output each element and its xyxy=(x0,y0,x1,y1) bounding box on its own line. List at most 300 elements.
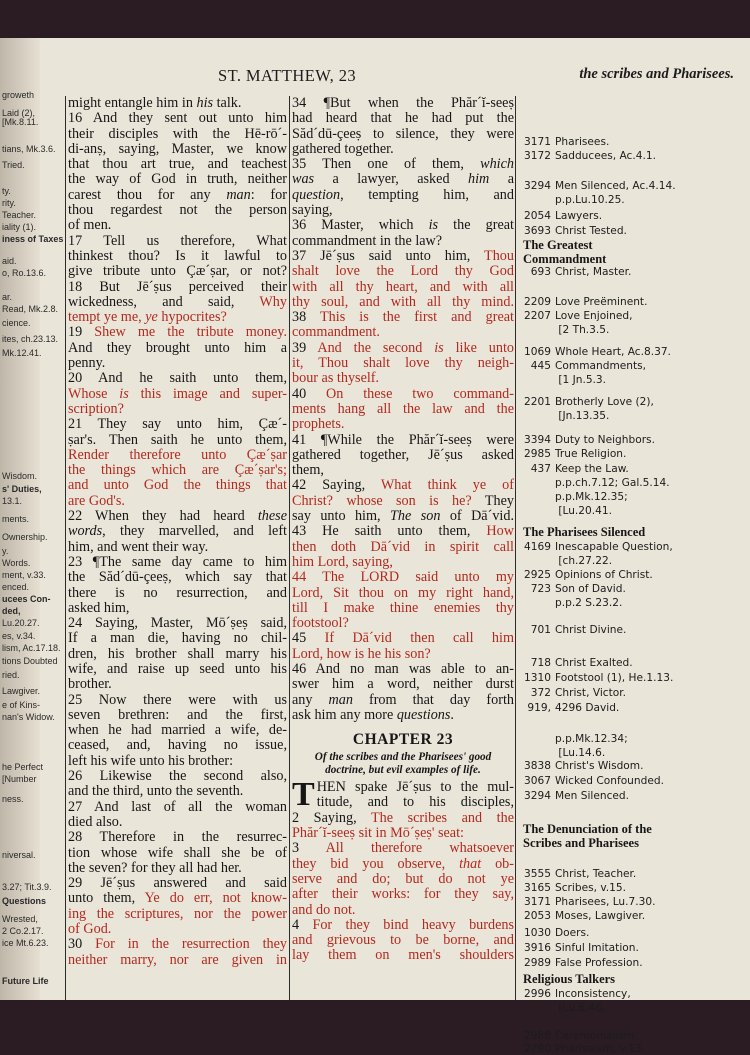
topic-number: 3838 xyxy=(524,760,551,772)
text-line xyxy=(68,157,287,172)
topic-number: 3172 xyxy=(524,150,551,162)
verse-text: there is no resurrection, and xyxy=(68,584,287,601)
topic-label: [Lu.20.41. xyxy=(555,505,612,517)
verse-text: 24 Saying, Master, Mō´ṣeṣ said, xyxy=(68,615,287,632)
words-of-christ: Phăr´ĭ-seeṣ sit in Mō´ṣeṣ' seat: xyxy=(292,825,464,842)
verse-text: dren, his brother shall marry his xyxy=(68,645,287,662)
text-line xyxy=(68,264,287,279)
topic-label: Moses, Lawgiver. xyxy=(555,910,646,922)
topic-entry xyxy=(517,583,626,595)
topic-entry xyxy=(517,296,647,308)
topic-number: 2988 xyxy=(524,1030,551,1042)
words-of-christ: scription? xyxy=(68,400,124,417)
verse-text: might entangle him in xyxy=(68,95,197,111)
words-of-christ: Thou xyxy=(484,247,514,264)
words-of-christ: like unto xyxy=(443,339,515,356)
topic-label: Doers. xyxy=(555,927,590,939)
verse-text: 39 xyxy=(292,339,318,356)
margin-reference: tions Doubted xyxy=(2,656,58,666)
text-line xyxy=(292,811,514,826)
verse-text: gathered together, Jē´ṣus asked xyxy=(292,446,514,463)
text-column-2 xyxy=(292,96,514,964)
topic-entry xyxy=(517,896,655,908)
topic-label: Men Silenced. xyxy=(555,790,630,802)
text-line xyxy=(68,846,287,861)
topic-label: 4296 David. xyxy=(555,702,620,714)
verse-text: 18 But Jē´ṣus perceived their xyxy=(68,278,287,295)
topic-number: 2053 xyxy=(524,910,551,922)
words-of-christ: him Lord, saying, xyxy=(292,553,393,570)
chapter-heading: CHAPTER 23 xyxy=(352,731,454,749)
words-of-christ: Ye do err, not know- xyxy=(144,890,287,907)
topic-number: 1069 xyxy=(524,346,551,358)
verse-text: questions xyxy=(396,706,451,723)
topic-entry xyxy=(517,657,633,669)
verse-text: 22 When they had heard xyxy=(68,508,258,525)
margin-reference: iality (1). xyxy=(2,222,37,232)
verse-text: 21 They say unto him, Çæ´- xyxy=(68,416,287,433)
verse-text: tion whose wife shall she be of xyxy=(68,844,287,861)
topic-label: Ceremonialism. xyxy=(555,1030,638,1042)
verse-text: 25 Now there were with us xyxy=(68,691,287,708)
topic-number: 2201 xyxy=(524,396,551,408)
text-line xyxy=(292,371,514,386)
verse-text: 45 xyxy=(292,630,325,647)
margin-reference: iness of Taxes xyxy=(2,234,64,244)
text-line xyxy=(68,478,287,493)
text-line xyxy=(292,524,514,539)
topic-number: 2985 xyxy=(524,448,551,460)
text-line xyxy=(68,937,287,952)
topic-number: 1030 xyxy=(524,927,551,939)
topic-number: 693 xyxy=(530,266,551,278)
topic-number: 718 xyxy=(530,657,551,669)
text-line xyxy=(292,601,514,616)
chapter-first-line: HEN spake Jē´ṣus to the mul- xyxy=(316,779,514,796)
margin-reference: Wisdom. xyxy=(2,471,38,481)
topic-entry xyxy=(517,310,632,322)
text-column-2-chapter-verses xyxy=(292,811,514,964)
topic-entry xyxy=(517,448,626,460)
topic-label: Christ's Wisdom. xyxy=(555,760,644,772)
text-column-2-verses xyxy=(292,96,514,723)
topic-number: 3693 xyxy=(524,225,551,237)
margin-reference: o, Ro.13.6. xyxy=(2,268,47,278)
topic-entry xyxy=(517,927,589,939)
verse-text: 27 And last of all the woman xyxy=(68,798,287,815)
words-of-christ: thy soul, and with all thy mind. xyxy=(292,293,514,310)
margin-reference: lism, Ac.17.18. xyxy=(2,643,61,653)
words-of-christ: serve and do; but do not ye xyxy=(292,870,514,887)
text-line xyxy=(68,723,287,738)
text-line xyxy=(68,662,287,677)
text-line xyxy=(292,142,514,157)
topic-label: Keep the Law. xyxy=(555,463,629,475)
verse-text: If a man die, having no chil- xyxy=(68,630,287,647)
verse-text: 42 Saying, xyxy=(292,477,381,494)
topic-heading: The Greatest xyxy=(523,238,593,252)
words-of-christ: ob- xyxy=(481,855,514,872)
margin-reference: niversal. xyxy=(2,850,36,860)
topic-entry xyxy=(517,136,609,148)
topic-number: 3165 xyxy=(524,882,551,894)
margin-reference: ness. xyxy=(2,794,24,804)
topic-label: [1 Jn.5.3. xyxy=(555,374,607,386)
column-rule-left xyxy=(65,96,66,1000)
verse-text: their disciples with the Hē-rō´- xyxy=(68,125,287,142)
verse-text: carest thou for any xyxy=(68,186,227,203)
topic-entry xyxy=(517,194,625,206)
text-line xyxy=(292,387,514,402)
verse-text: 4 xyxy=(292,916,313,933)
topic-label: p.p.2 S.23.2. xyxy=(555,597,623,609)
words-of-christ: and grievous to be borne, and xyxy=(292,932,514,949)
words-of-christ: ye xyxy=(145,309,158,326)
text-line xyxy=(68,631,287,646)
text-line xyxy=(68,647,287,662)
words-of-christ: lay them on men's shoulders xyxy=(292,947,514,964)
text-line xyxy=(292,96,514,111)
text-line xyxy=(292,356,514,371)
chapter-summary-line-1: Of the scribes and the Pharisees' good xyxy=(314,751,492,764)
text-line xyxy=(292,677,514,692)
left-margin-references xyxy=(0,86,64,986)
verse-text: ṣar's. Then saith he unto them, xyxy=(68,431,287,448)
topic-label: Pharisees. xyxy=(555,136,610,148)
text-column-1 xyxy=(68,96,287,968)
topic-label: Love Preëminent. xyxy=(555,296,648,308)
words-of-christ: and do not. xyxy=(292,901,356,918)
text-line xyxy=(292,218,514,233)
text-line xyxy=(68,188,287,203)
margin-reference: enced. xyxy=(2,582,30,592)
text-line xyxy=(68,448,287,463)
verse-text: man xyxy=(328,691,353,708)
topic-label: Men Silenced, Ac.4.14. xyxy=(555,180,676,192)
margin-reference: Words. xyxy=(2,558,31,568)
text-line xyxy=(68,815,287,830)
margin-reference: ded, xyxy=(2,606,21,616)
margin-reference: Tried. xyxy=(2,160,25,170)
text-line xyxy=(292,448,514,463)
topic-entry xyxy=(517,463,629,475)
topic-heading: Commandment xyxy=(523,252,607,266)
topic-entry xyxy=(517,555,612,567)
topic-entry xyxy=(517,733,628,745)
topic-number: 2996 xyxy=(524,988,551,1000)
topic-number: 3294 xyxy=(524,790,551,802)
verse-text: his xyxy=(196,95,214,111)
text-line xyxy=(68,570,287,585)
text-line xyxy=(68,234,287,249)
margin-reference: ments. xyxy=(2,514,30,524)
topic-label: Pharisees, Lu.7.30. xyxy=(555,896,656,908)
text-line xyxy=(68,433,287,448)
topic-label: Christ Exalted. xyxy=(555,657,633,669)
topic-entry xyxy=(517,410,609,422)
verse-text: Săd´dū-çeeṣ to silence, they were xyxy=(292,125,514,142)
verse-text: 38 xyxy=(292,309,320,326)
text-line xyxy=(68,172,287,187)
topic-entry xyxy=(517,957,643,969)
verse-text: 41 ¶While the Phăr´ĭ-seeṣ were xyxy=(292,431,514,448)
topic-entry xyxy=(517,210,602,222)
words-of-christ: neither marry, nor are given in xyxy=(68,951,287,968)
verse-text: The xyxy=(390,508,412,525)
verse-text: of men. xyxy=(68,217,112,234)
words-of-christ: Shew me the tribute money. xyxy=(94,324,288,341)
text-line xyxy=(68,96,287,111)
verse-text: him xyxy=(467,171,490,188)
topic-entry xyxy=(517,180,676,192)
verse-text: wife, and raise up seed unto his xyxy=(68,660,287,677)
topic-entry xyxy=(517,346,671,358)
text-line xyxy=(292,903,514,918)
topic-entry xyxy=(517,988,631,1000)
verse-text: died also. xyxy=(68,813,123,830)
text-line xyxy=(68,111,287,126)
words-of-christ: ing the scriptures, nor the power xyxy=(68,905,287,922)
margin-reference: ried. xyxy=(2,670,20,680)
text-line xyxy=(292,478,514,493)
text-line xyxy=(68,341,287,356)
margin-reference: Ownership. xyxy=(2,532,48,542)
words-of-christ: Lord, Sit thou on my right hand, xyxy=(292,584,514,601)
verse-text: ceased, and, having no issue, xyxy=(68,737,287,754)
text-line xyxy=(68,249,287,264)
words-of-christ: For in the resurrection they xyxy=(95,936,288,953)
text-line xyxy=(292,586,514,601)
verse-text: and the third, unto the seventh. xyxy=(68,783,244,800)
margin-reference: Read, Mk.2.8. xyxy=(2,304,59,314)
text-line xyxy=(292,631,514,646)
topic-number: 2790 xyxy=(524,1043,551,1055)
text-line xyxy=(68,142,287,157)
margin-reference: ites, ch.23.13. xyxy=(2,334,59,344)
text-line xyxy=(68,784,287,799)
words-of-christ: Why xyxy=(259,293,287,310)
topic-label: Christ, Teacher. xyxy=(555,868,637,880)
topic-entry xyxy=(517,374,606,386)
words-of-christ: is xyxy=(119,385,129,402)
verse-text: saying, xyxy=(292,202,333,219)
verse-text: that thou art true, and teachest xyxy=(68,156,287,173)
text-line xyxy=(292,325,514,340)
text-line xyxy=(292,433,514,448)
topic-label: Wicked Confounded. xyxy=(555,775,664,787)
verse-text: ask him any more xyxy=(292,706,397,723)
text-line xyxy=(292,509,514,524)
margin-reference: [Number xyxy=(2,774,37,784)
text-line xyxy=(292,708,514,723)
running-header xyxy=(60,66,740,90)
verse-text: left his wife unto his brother: xyxy=(68,752,234,769)
topic-number: 919, xyxy=(527,702,551,714)
words-of-christ: commandment. xyxy=(292,324,380,341)
topic-label: Sinful Imitation. xyxy=(555,942,639,954)
margin-reference: 2 Co.2.17. xyxy=(2,926,44,936)
words-of-christ: with all thy heart, and with all xyxy=(292,278,514,295)
text-line xyxy=(292,616,514,631)
topic-number: 3171 xyxy=(524,136,551,148)
verse-text: 3 xyxy=(292,840,326,857)
chapter-opening xyxy=(292,776,514,814)
words-of-christ: are God's. xyxy=(68,492,125,509)
words-of-christ: of God. xyxy=(68,921,112,938)
text-line xyxy=(292,310,514,325)
text-line xyxy=(68,295,287,310)
topic-label: Footstool (1), He.1.13. xyxy=(555,672,674,684)
margin-reference: [Mk.8.11. xyxy=(2,117,39,127)
topic-number: 3171 xyxy=(524,896,551,908)
topic-entry xyxy=(517,434,655,446)
topic-number: 2054 xyxy=(524,210,551,222)
words-of-christ: it, Thou shalt love thy neigh- xyxy=(292,355,514,372)
drop-cap: T xyxy=(292,776,315,814)
verse-text: 23 ¶The same day came to him xyxy=(68,553,287,570)
text-line xyxy=(292,172,514,187)
verse-text: 17 Tell us therefore, What xyxy=(68,232,287,249)
text-line xyxy=(68,754,287,769)
topic-entry xyxy=(517,1030,638,1042)
topic-number: 2207 xyxy=(524,310,551,322)
topic-entry xyxy=(517,882,626,894)
topic-entry xyxy=(517,266,631,278)
text-line xyxy=(68,371,287,386)
text-line xyxy=(292,127,514,142)
topic-label: Inescapable Question, xyxy=(555,541,673,553)
verse-text: the great xyxy=(438,217,514,234)
margin-reference: groweth xyxy=(2,90,35,100)
words-of-christ: And the second xyxy=(317,339,435,356)
topic-number: 701 xyxy=(530,624,551,636)
verse-text: the way of God in truth, neither xyxy=(68,171,287,188)
topic-label: Son of David. xyxy=(555,583,626,595)
words-of-christ: bour as thyself. xyxy=(292,370,380,387)
text-line xyxy=(292,540,514,555)
topic-number: 372 xyxy=(530,687,551,699)
text-line xyxy=(292,157,514,172)
topic-entry xyxy=(517,477,670,489)
margin-reference: s' Duties, xyxy=(2,484,42,494)
topic-number: 3394 xyxy=(524,434,551,446)
topic-number: 2209 xyxy=(524,296,551,308)
verse-text: 36 Master, which xyxy=(292,217,429,234)
text-line xyxy=(292,662,514,677)
topic-entry xyxy=(517,942,639,954)
verse-text: them, xyxy=(292,462,324,479)
text-line xyxy=(292,188,514,203)
topic-entry xyxy=(517,868,636,880)
topic-heading: Scribes and Pharisees xyxy=(523,836,639,850)
words-of-christ: The LORD said unto my xyxy=(322,569,514,586)
topic-entry xyxy=(517,910,645,922)
topic-entry xyxy=(517,505,612,517)
verse-text: when he had married a wife, de- xyxy=(68,722,287,739)
topic-label: [2 Th.3.5. xyxy=(555,324,610,336)
topic-entry xyxy=(517,760,643,772)
topic-number: 2925 xyxy=(524,569,551,581)
verse-text: unto them, xyxy=(68,890,145,907)
verse-text: the seven? for they all had her. xyxy=(68,859,242,876)
text-line xyxy=(68,830,287,845)
chapter-summary-line-2: doctrine, but evil examples of life. xyxy=(325,764,481,777)
margin-reference: Teacher. xyxy=(2,210,37,220)
topic-entry xyxy=(517,747,605,759)
verse-text: a lawyer, asked xyxy=(314,171,468,188)
text-line xyxy=(68,708,287,723)
verse-text: is xyxy=(428,217,439,234)
topic-label: Duty to Neighbors. xyxy=(555,434,655,446)
topic-label: Opinions of Christ. xyxy=(555,569,653,581)
words-of-christ: If Dā´vid then call him xyxy=(324,630,515,647)
verse-text: wickedness, and said, xyxy=(68,293,260,310)
verse-text: 40 xyxy=(292,385,327,402)
topic-heading: The Pharisees Silenced xyxy=(523,525,646,539)
topic-entry xyxy=(517,324,609,336)
topic-entry xyxy=(517,1043,645,1055)
verse-text: commandment in the law? xyxy=(292,232,443,249)
text-line xyxy=(292,555,514,570)
verse-text: 2 Saying, xyxy=(292,809,371,826)
text-line xyxy=(292,647,514,662)
topic-entry xyxy=(517,360,646,372)
text-line xyxy=(68,922,287,937)
topic-heading: Religious Talkers xyxy=(523,972,616,986)
topic-label: Whole Heart, Ac.8.37. xyxy=(555,346,671,358)
words-of-christ: This is the first and great xyxy=(320,309,514,326)
topic-label: Love Enjoined, xyxy=(555,310,633,322)
verse-text: 34 ¶But when the Phăr´ĭ-seeṣ xyxy=(292,95,514,111)
text-line xyxy=(292,264,514,279)
topic-number: 3916 xyxy=(524,942,551,954)
text-line xyxy=(68,524,287,539)
text-line xyxy=(68,509,287,524)
verse-text: penny. xyxy=(68,355,106,372)
text-line xyxy=(292,841,514,856)
verse-text: the Săd´dū-çeeṣ, which say that xyxy=(68,569,287,586)
words-of-christ: How xyxy=(486,523,514,540)
words-of-christ: On these two command- xyxy=(326,385,514,402)
topic-label: [ch.27.22. xyxy=(555,555,613,567)
topic-label: [Jn.13.35. xyxy=(555,410,610,422)
text-line xyxy=(68,693,287,708)
text-line xyxy=(292,234,514,249)
text-line xyxy=(68,387,287,402)
verse-text: They xyxy=(471,492,514,509)
text-line xyxy=(68,540,287,555)
verse-text: . xyxy=(450,706,454,723)
verse-text xyxy=(411,508,420,524)
text-line xyxy=(68,677,287,692)
verse-text: 37 Jē´ṣus said unto him, xyxy=(292,247,485,264)
topic-entry xyxy=(517,702,619,714)
words-of-christ: till I make thine enemies thy xyxy=(292,599,514,616)
verse-text: man xyxy=(226,186,251,203)
words-of-christ: footstool? xyxy=(292,615,349,632)
text-line xyxy=(68,417,287,432)
topic-label: Inconsistency, xyxy=(555,988,631,1000)
margin-reference: nan's Widow. xyxy=(2,712,55,722)
text-line xyxy=(292,826,514,841)
verse-text: had heard that he had put the xyxy=(292,110,514,127)
topic-label: p.p.Mk.12.34; xyxy=(555,733,628,745)
topic-label: Commandments, xyxy=(555,360,647,372)
topic-label: Pharisaism, v.13. xyxy=(555,1043,646,1055)
verse-text: any xyxy=(292,691,329,708)
words-of-christ: Render therefore unto Çæ´ṣar xyxy=(68,446,287,463)
topic-label: p.p.Mk.12.35; xyxy=(555,491,628,503)
